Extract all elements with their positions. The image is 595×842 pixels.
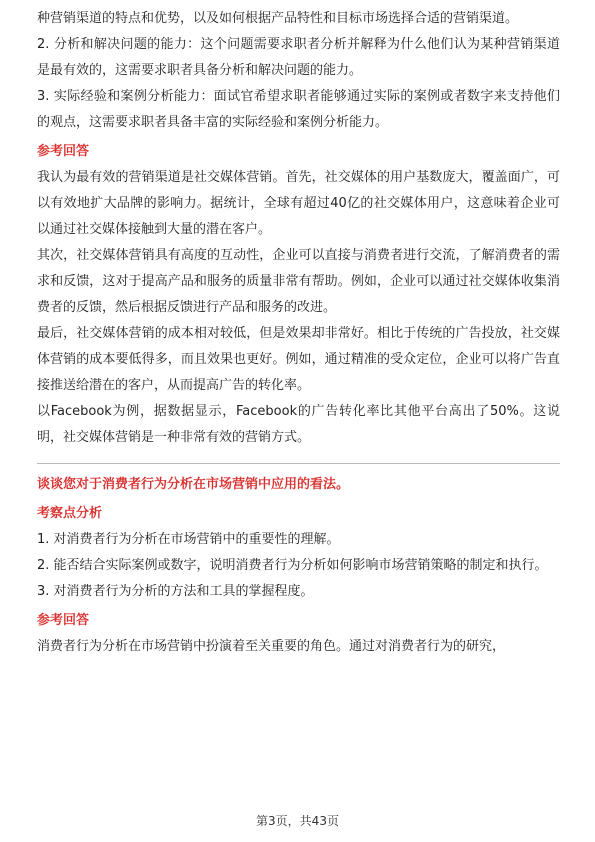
analysis-point: 1. 对消费者行为分析在市场营销中的重要性的理解。 xyxy=(37,532,340,547)
analysis-point: 3. 实际经验和案例分析能力：面试官希望求职者能够通过实际的案例或者数字来支持他们的观点，这需要求职者具备丰富的实际经验和案例分析能力。 xyxy=(37,89,560,130)
analysis-heading: 考察点分析 xyxy=(37,506,103,521)
answer-paragraph: 我认为最有效的营销渠道是社交媒体营销。首先，社交媒体的用户基数庞大，覆盖面广，可以有效地扩大品牌的影响力。据统计，全球有超过40亿的社交媒体用户，这意味着企业可以通过社交媒体接触到大量的潜在客户。 xyxy=(37,170,560,237)
answer-heading: 参考回答 xyxy=(37,613,90,628)
analysis-point: 2. 分析和解决问题的能力：这个问题需要求职者分析并解释为什么他们认为某种营销渠道是最有效的，这需要求职者具备分析和解决问题的能力。 xyxy=(37,37,560,78)
analysis-point: 2. 能否结合实际案例或数字，说明消费者行为分析如何影响市场营销策略的制定和执行。 xyxy=(37,558,548,573)
answer-paragraph: 消费者行为分析在市场营销中扮演着至关重要的角色。通过对消费者行为的研究， xyxy=(37,639,506,654)
answer-paragraph: 最后，社交媒体营销的成本相对较低，但是效果却非常好。相比于传统的广告投放，社交媒体营销的成本要低得多，而且效果也更好。例如，通过精准的受众定位，企业可以将广告直接推送给潜在的客户，从而提高广告的转化率。 xyxy=(37,326,560,393)
answer-paragraph: 其次，社交媒体营销具有高度的互动性，企业可以直接与消费者进行交流，了解消费者的需求和反馈，这对于提高产品和服务的质量非常有帮助。例如，企业可以通过社交媒体收集消费者的反馈，然后根据反馈进行产品和服务的改进。 xyxy=(37,248,560,315)
page-content xyxy=(37,6,560,660)
interview-question: 谈谈您对于消费者行为分析在市场营销中应用的看法。 xyxy=(37,477,350,492)
page-number: 第3页，共43页 xyxy=(256,814,339,828)
answer-paragraph: 以Facebook为例，据数据显示，Facebook的广告转化率比其他平台高出了50%。这说明，社交媒体营销是一种非常有效的营销方式。 xyxy=(37,404,560,445)
answer-heading: 参考回答 xyxy=(37,144,90,159)
analysis-point: 3. 对消费者行为分析的方法和工具的掌握程度。 xyxy=(37,584,314,599)
analysis-point-continued: 种营销渠道的特点和优势，以及如何根据产品特性和目标市场选择合适的营销渠道。 xyxy=(37,11,519,26)
section-divider xyxy=(37,463,560,464)
